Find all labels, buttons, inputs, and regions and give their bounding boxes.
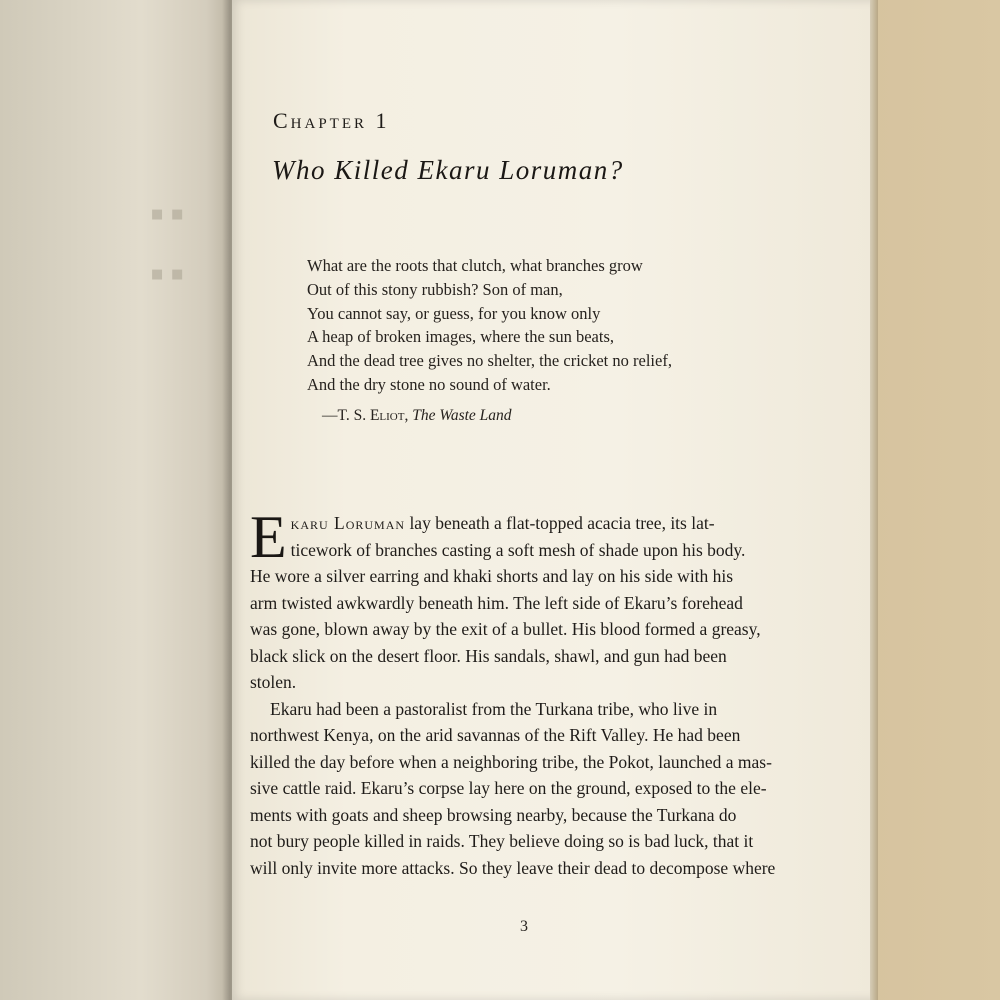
- epigraph-line: You cannot say, or guess, for you know only: [307, 303, 601, 323]
- epigraph-line: And the dead tree gives no shelter, the cricket no relief,: [307, 351, 672, 371]
- body-line: ticework of branches casting a soft mesh of shade upon his body.: [290, 539, 746, 560]
- lead-in: karu Loruman: [290, 513, 406, 533]
- body-line: will only invite more attacks. So they leave their dead to decompose where: [250, 857, 776, 878]
- page-number: 3: [520, 918, 528, 935]
- body-line: killed the day before when a neighboring tribe, the Pokot, launched a mas-: [250, 751, 772, 772]
- body-line: karu Loruman lay beneath a flat-topped acacia tree, its lat-: [290, 513, 715, 533]
- body-line: ments with goats and sheep browsing nearby, because the Turkana do: [250, 804, 737, 825]
- page-edge: [870, 0, 878, 1000]
- epigraph-line: And the dry stone no sound of water.: [307, 374, 551, 394]
- chapter-label: Chapter 1: [273, 108, 390, 133]
- body-line: Ekaru had been a pastoralist from the Turkana tribe, who live in: [270, 698, 718, 719]
- epigraph-attribution: —T. S. Eliot, The Waste Land: [322, 407, 512, 424]
- body-line: northwest Kenya, on the arid savannas of the Rift Valley. He had been: [250, 725, 741, 745]
- epigraph-line: What are the roots that clutch, what branches grow: [307, 256, 643, 275]
- body-line: black slick on the desert floor. His sandals, shawl, and gun had been: [250, 645, 727, 666]
- body-line: He wore a silver earring and khaki shorts and lay on his side with his: [250, 566, 734, 586]
- attribution-work: The Waste Land: [412, 407, 512, 424]
- epigraph-line: Out of this stony rubbish? Son of man,: [307, 279, 563, 299]
- show-through-decoration: ▪▪: [150, 191, 191, 236]
- body-line: sive cattle raid. Ekaru’s corpse lay here on the ground, exposed to the ele-: [250, 778, 767, 798]
- epigraph-line: A heap of broken images, where the sun beats,: [307, 327, 614, 347]
- chapter-title: Who Killed Ekaru Loruman?: [272, 155, 624, 185]
- left-page: [0, 0, 235, 1000]
- show-through-decoration: ▪▪: [150, 251, 191, 296]
- body-text: [250, 504, 810, 881]
- body-line: not bury people killed in raids. They believe doing so is bad luck, that it: [250, 831, 754, 851]
- body-line: stolen.: [250, 672, 297, 692]
- body-line: was gone, blown away by the exit of a bullet. His blood formed a greasy,: [250, 619, 761, 639]
- epigraph: [307, 254, 847, 397]
- body-line: arm twisted awkwardly beneath him. The left side of Ekaru’s forehead: [250, 592, 743, 613]
- drop-cap: E: [250, 504, 287, 570]
